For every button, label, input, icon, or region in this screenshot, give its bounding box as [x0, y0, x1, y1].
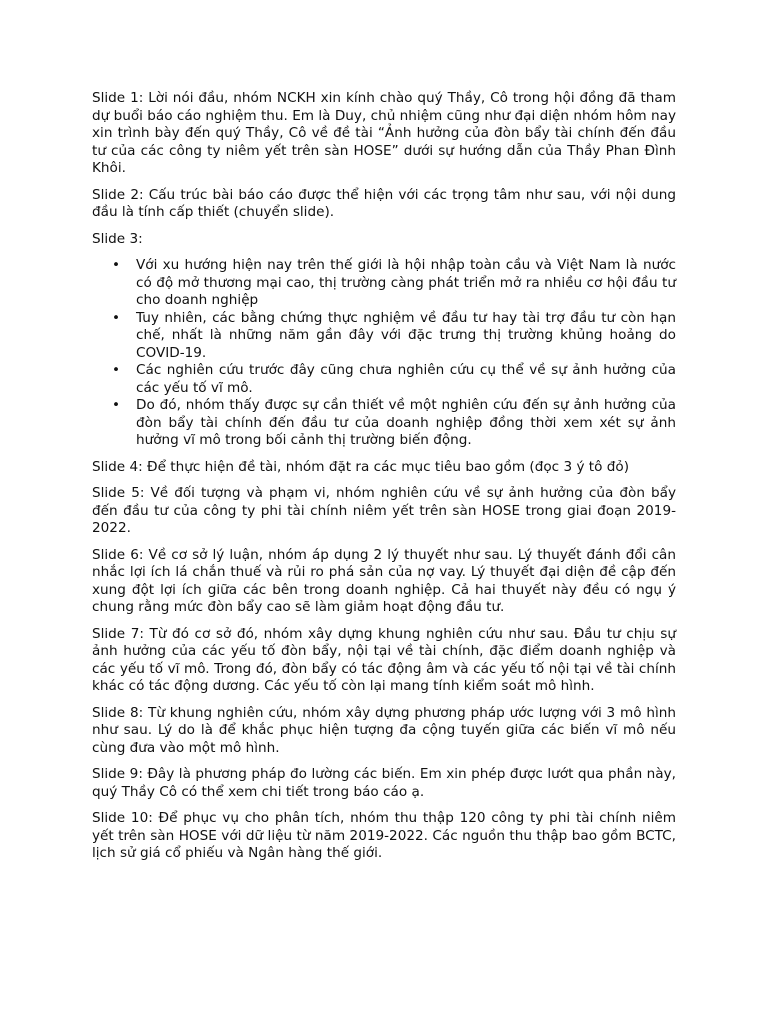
- bullet-item: [92, 257, 676, 310]
- bullet-icon: •: [112, 362, 121, 378]
- paragraph-slide-2: Slide 2: Cấu trúc bài báo cáo được thể hiện với các trọng tâm như sau, với nội dung đầu là tính cấp thiết (chuyển slide).: [92, 186, 676, 220]
- paragraph-slide-3-heading: Slide 3:: [92, 230, 143, 247]
- bullet-text: Các nghiên cứu trước đây cũng chưa nghiên cứu cụ thể về sự ảnh hưởng của các yếu tố vĩ mô.: [136, 362, 676, 396]
- bullet-icon: •: [112, 309, 121, 326]
- bullet-text: Với xu hướng hiện nay trên thế giới là hội nhập toàn cầu và Việt Nam là nước có độ mở thương mại cao, thị trường càng phát triển mở ra nhiều cơ hội đầu tư cho doanh nghiệp: [136, 257, 676, 308]
- paragraph-slide-5: Slide 5: Về đối tượng và phạm vi, nhóm nghiên cứu về sự ảnh hưởng của đòn bẩy đến đầu tư của công ty phi tài chính niêm yết trên sàn HOSE trong giai đoạn 2019-2022.: [92, 485, 676, 536]
- paragraph-slide-9: Slide 9: Đây là phương pháp đo lường các biến. Em xin phép được lướt qua phần này, quý Thầy Cô có thể xem chi tiết trong báo cáo ạ.: [92, 766, 676, 800]
- bullet-text: Do đó, nhóm thấy được sự cần thiết về một nghiên cứu đến sự ảnh hưởng của đòn bẩy tài chính đến đầu tư của doanh nghiệp đồng thời xem xét sự ảnh hưởng vĩ mô trong bối cảnh thị trường biến động.: [136, 397, 676, 448]
- paragraph-slide-8: Slide 8: Từ khung nghiên cứu, nhóm xây dựng phương pháp ước lượng với 3 mô hình như sau. Lý do là để khắc phục hiện tượng đa cộng tuyến giữa các biến vĩ mô nếu cùng đưa vào một mô hình.: [92, 704, 676, 756]
- bullet-text: Tuy nhiên, các bằng chứng thực nghiệm về đầu tư hay tài trợ đầu tư còn hạn chế, nhất là những năm gần đây với đặc trưng thị trường khủng hoảng do COVID-19.: [136, 309, 676, 361]
- paragraph-slide-4: Slide 4: Để thực hiện đề tài, nhóm đặt ra các mục tiêu bao gồm (đọc 3 ý tô đỏ): [92, 458, 630, 475]
- paragraph-slide-10: Slide 10: Để phục vụ cho phân tích, nhóm thu thập 120 công ty phi tài chính niêm yết trên sàn HOSE với dữ liệu từ năm 2019-2022. Các nguồn thu thập bao gồm BCTC, lịch sử giá cổ phiếu và Ngân hàng thế giới.: [92, 810, 676, 861]
- paragraph-slide-6: Slide 6: Về cơ sở lý luận, nhóm áp dụng 2 lý thuyết như sau. Lý thuyết đánh đổi cân nhắc lợi ích lá chắn thuế và rủi ro phá sản của nợ vay. Lý thuyết đại diện đề cập đến xung đột lợi ích giữa các bên trong doanh nghiệp. Cả hai thuyết này đều có ngụ ý chung rằng mức đòn bẩy cao sẽ làm giảm hoạt động đầu tư.: [92, 546, 676, 615]
- slide-3-bullet-list: [92, 257, 676, 450]
- paragraph-slide-7: Slide 7: Từ đó cơ sở đó, nhóm xây dựng khung nghiên cứu như sau. Đầu tư chịu sự ảnh hưởng của các yếu tố đòn bẩy, nội tại về tài chính, đặc điểm doanh nghiệp và các yếu tố vĩ mô. Trong đó, đòn bẩy có tác động âm và các yếu tố nội tại về tài chính khác có tác động dương. Các yếu tố còn lại mang tính kiểm soát mô hình.: [92, 625, 676, 694]
- bullet-icon: •: [112, 397, 121, 413]
- bullet-item: [92, 310, 676, 363]
- document-body: [92, 90, 676, 872]
- bullet-icon: •: [112, 257, 121, 273]
- bullet-item: [92, 397, 676, 450]
- paragraph-slide-1: Slide 1: Lời nói đầu, nhóm NCKH xin kính chào quý Thầy, Cô trong hội đồng đã tham dự buổi báo cáo nghiệm thu. Em là Duy, chủ nhiệm cũng như đại diện nhóm hôm nay xin trình bày đến quý Thầy, Cô về đề tài “Ảnh hưởng của đòn bẩy tài chính đến đầu tư của các công ty niêm yết trên sàn HOSE” dưới sự hướng dẫn của Thầy Phan Đình Khôi.: [92, 90, 676, 176]
- bullet-item: [92, 362, 676, 397]
